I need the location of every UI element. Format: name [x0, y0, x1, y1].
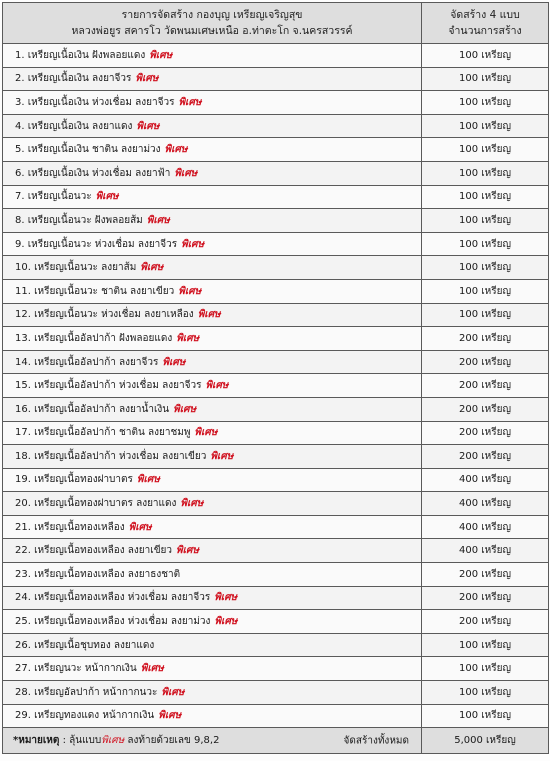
item-name-cell	[3, 67, 422, 91]
item-qty: 100 เหรียญ	[458, 73, 512, 85]
header-title-line1: รายการจัดสร้าง กองบุญ เหรียญเจริญสุข	[121, 9, 303, 21]
table-row	[3, 67, 549, 91]
item-name-cell	[3, 421, 422, 445]
special-tag: พิเศษ	[136, 474, 160, 486]
item-qty-cell	[422, 704, 549, 728]
special-tag: พิเศษ	[140, 262, 164, 274]
header-title-cell	[3, 3, 422, 44]
item-qty: 200 เหรียญ	[458, 332, 512, 344]
item-qty: 100 เหรียญ	[458, 191, 512, 203]
item-name: 12. เหรียญเนื้อนวะ ห่วงเชื่อม ลงยาเหลือง	[15, 309, 194, 321]
item-name-cell	[3, 327, 422, 351]
item-name: 14. เหรียญเนื้ออัลปาก้า ลงยาจีวร	[15, 356, 159, 368]
table-row	[3, 91, 549, 115]
item-qty: 100 เหรียญ	[458, 285, 512, 297]
item-name: 20. เหรียญเนื้อทองฝาบาตร ลงยาแดง	[15, 498, 177, 510]
item-qty: 200 เหรียญ	[458, 450, 512, 462]
item-qty-cell	[422, 138, 549, 162]
item-qty: 100 เหรียญ	[458, 167, 512, 179]
item-qty-cell	[422, 161, 549, 185]
item-name: 10. เหรียญเนื้อนวะ ลงยาส้ม	[15, 262, 137, 274]
special-tag: พิเศษ	[178, 285, 202, 297]
table-row	[3, 468, 549, 492]
item-name-cell	[3, 44, 422, 68]
header-title-line2: หลวงพ่อยูร สคารโว วัดพนมเศษเหนือ อ.ท่าตะโก จ.นครสวรรค์	[71, 25, 353, 37]
item-name-cell	[3, 539, 422, 563]
item-qty-cell	[422, 563, 549, 587]
item-qty: 200 เหรียญ	[458, 592, 512, 604]
special-tag: พิเศษ	[161, 686, 185, 698]
table-row	[3, 209, 549, 233]
item-qty: 200 เหรียญ	[458, 403, 512, 415]
table-row	[3, 374, 549, 398]
item-name: 18. เหรียญเนื้ออัลปาก้า ห่วงเชื่อม ลงยาเขียว	[15, 450, 207, 462]
item-name-cell	[3, 374, 422, 398]
item-name-cell	[3, 303, 422, 327]
special-tag: พิเศษ	[176, 332, 200, 344]
table-row	[3, 657, 549, 681]
item-qty-cell	[422, 539, 549, 563]
item-qty-cell	[422, 610, 549, 634]
item-name: 13. เหรียญเนื้ออัลปาก้า ฝังพลอยแดง	[15, 332, 173, 344]
special-tag: พิเศษ	[174, 167, 198, 179]
item-qty-cell	[422, 515, 549, 539]
item-qty: 200 เหรียญ	[458, 616, 512, 628]
item-name-cell	[3, 610, 422, 634]
item-qty-cell	[422, 91, 549, 115]
table-row	[3, 256, 549, 280]
special-tag: พิเศษ	[214, 616, 238, 628]
item-qty: 100 เหรียญ	[458, 309, 512, 321]
item-name: 1. เหรียญเนื้อเงิน ฝังพลอยแดง	[15, 49, 146, 61]
item-name: 7. เหรียญเนื้อนวะ	[15, 191, 92, 203]
item-name: 8. เหรียญเนื้อนวะ ฝังพลอยส้ม	[15, 214, 143, 226]
footer-note-cell	[3, 728, 422, 754]
item-name: 4. เหรียญเนื้อเงิน ลงยาแดง	[15, 120, 133, 132]
header-qty-line1: จัดสร้าง 4 แบบ	[450, 9, 520, 21]
table-row	[3, 185, 549, 209]
item-name: 19. เหรียญเนื้อทองฝาบาตร	[15, 474, 133, 486]
item-name-cell	[3, 114, 422, 138]
item-qty: 100 เหรียญ	[458, 214, 512, 226]
item-qty: 100 เหรียญ	[458, 262, 512, 274]
item-name-cell	[3, 256, 422, 280]
item-name-cell	[3, 515, 422, 539]
item-qty: 100 เหรียญ	[458, 49, 512, 61]
item-name-cell	[3, 586, 422, 610]
item-qty-cell	[422, 421, 549, 445]
note-label: *หมายเหตุ	[13, 735, 60, 747]
medal-list-table	[2, 2, 549, 754]
item-name-cell	[3, 91, 422, 115]
item-qty: 100 เหรียญ	[458, 639, 512, 651]
item-name-cell	[3, 445, 422, 469]
note-suffix: ลงท้ายด้วยเลข 9,8,2	[124, 735, 220, 747]
item-qty-cell	[422, 279, 549, 303]
item-qty: 200 เหรียญ	[458, 427, 512, 439]
table-row	[3, 539, 549, 563]
table-row	[3, 397, 549, 421]
item-qty: 100 เหรียญ	[458, 663, 512, 675]
item-qty-cell	[422, 303, 549, 327]
item-name-cell	[3, 492, 422, 516]
item-qty: 200 เหรียญ	[458, 380, 512, 392]
table-row	[3, 350, 549, 374]
item-name: 9. เหรียญเนื้อนวะ ห่วงเชื่อม ลงยาจีวร	[15, 238, 178, 250]
item-qty-cell	[422, 586, 549, 610]
table-row	[3, 563, 549, 587]
item-name-cell	[3, 704, 422, 728]
item-qty: 200 เหรียญ	[458, 356, 512, 368]
item-qty: 400 เหรียญ	[458, 545, 512, 557]
special-tag: พิเศษ	[181, 238, 205, 250]
item-qty: 100 เหรียญ	[458, 96, 512, 108]
item-name-cell	[3, 279, 422, 303]
item-name-cell	[3, 161, 422, 185]
item-name: 16. เหรียญเนื้ออัลปาก้า ลงยาน้ำเงิน	[15, 403, 170, 415]
item-name: 2. เหรียญเนื้อเงิน ลงยาจีวร	[15, 73, 132, 85]
item-name-cell	[3, 633, 422, 657]
item-name-cell	[3, 138, 422, 162]
item-qty-cell	[422, 67, 549, 91]
special-tag: พิเศษ	[194, 427, 218, 439]
special-tag: พิเศษ	[214, 592, 238, 604]
table-row	[3, 586, 549, 610]
special-tag: พิเศษ	[136, 120, 160, 132]
note-prefix: : ลุ้นแบบ	[59, 735, 102, 747]
special-tag: พิเศษ	[149, 49, 173, 61]
item-name-cell	[3, 232, 422, 256]
special-tag: พิเศษ	[95, 191, 119, 203]
item-name: 27. เหรียญนวะ หน้ากากเงิน	[15, 663, 137, 675]
item-qty-cell	[422, 209, 549, 233]
table-row	[3, 704, 549, 728]
item-qty-cell	[422, 657, 549, 681]
special-tag: พิเศษ	[180, 498, 204, 510]
item-qty-cell	[422, 633, 549, 657]
item-qty: 200 เหรียญ	[458, 568, 512, 580]
item-name: 26. เหรียญเนื้อชุบทอง ลงยาแดง	[15, 639, 155, 651]
item-qty-cell	[422, 468, 549, 492]
item-name: 28. เหรียญอัลปาก้า หน้ากากนวะ	[15, 686, 158, 698]
table-row	[3, 161, 549, 185]
item-name: 17. เหรียญเนื้ออัลปาก้า ชาติน ลงยาชมพู	[15, 427, 191, 439]
note-special-tag: พิเศษ	[101, 735, 125, 747]
table-body	[3, 44, 549, 728]
header-qty-line2: จำนวนการสร้าง	[448, 25, 522, 37]
item-name: 25. เหรียญเนื้อทองเหลือง ห่วงเชื่อม ลงยาม่วง	[15, 616, 211, 628]
item-qty-cell	[422, 374, 549, 398]
special-tag: พิเศษ	[146, 214, 170, 226]
item-name: 29. เหรียญทองแดง หน้ากากเงิน	[15, 710, 155, 722]
item-name: 24. เหรียญเนื้อทองเหลือง ห่วงเชื่อม ลงยาจีวร	[15, 592, 211, 604]
table-row	[3, 114, 549, 138]
item-qty: 400 เหรียญ	[458, 498, 512, 510]
total-value: 5,000 เหรียญ	[454, 735, 516, 747]
special-tag: พิเศษ	[173, 403, 197, 415]
special-tag: พิเศษ	[164, 144, 188, 156]
table-row	[3, 138, 549, 162]
table-row	[3, 515, 549, 539]
special-tag: พิเศษ	[178, 96, 202, 108]
special-tag: พิเศษ	[128, 521, 152, 533]
table-row	[3, 445, 549, 469]
item-qty: 100 เหรียญ	[458, 710, 512, 722]
item-name-cell	[3, 397, 422, 421]
item-name: 6. เหรียญเนื้อเงิน ห่วงเชื่อม ลงยาฟ้า	[15, 167, 171, 179]
special-tag: พิเศษ	[210, 450, 234, 462]
total-label: จัดสร้างทั้งหมด	[343, 735, 409, 747]
table-row	[3, 303, 549, 327]
special-tag: พิเศษ	[162, 356, 186, 368]
item-name: 15. เหรียญเนื้ออัลปาก้า ห่วงเชื่อม ลงยาจีวร	[15, 380, 202, 392]
table-row	[3, 44, 549, 68]
table-row	[3, 492, 549, 516]
item-qty-cell	[422, 681, 549, 705]
special-tag: พิเศษ	[158, 710, 182, 722]
item-qty: 100 เหรียญ	[458, 686, 512, 698]
table-row	[3, 633, 549, 657]
special-tag: พิเศษ	[176, 545, 199, 557]
item-name-cell	[3, 350, 422, 374]
item-name: 22. เหรียญเนื้อทองเหลือง ลงยาเขียว	[15, 545, 173, 557]
table-row	[3, 610, 549, 634]
item-name: 11. เหรียญเนื้อนวะ ชาติน ลงยาเขียว	[15, 285, 175, 297]
item-name-cell	[3, 468, 422, 492]
special-tag: พิเศษ	[135, 73, 159, 85]
table-row	[3, 327, 549, 351]
item-name-cell	[3, 185, 422, 209]
item-qty: 100 เหรียญ	[458, 120, 512, 132]
item-qty: 400 เหรียญ	[458, 521, 512, 533]
item-qty-cell	[422, 256, 549, 280]
table-row	[3, 421, 549, 445]
item-name-cell	[3, 681, 422, 705]
item-qty-cell	[422, 185, 549, 209]
item-qty: 100 เหรียญ	[458, 238, 512, 250]
table-row	[3, 681, 549, 705]
item-qty-cell	[422, 44, 549, 68]
item-name: 3. เหรียญเนื้อเงิน ห่วงเชื่อม ลงยาจีวร	[15, 96, 175, 108]
item-name: 21. เหรียญเนื้อทองเหลือง	[15, 521, 125, 533]
header-qty-cell	[422, 3, 549, 44]
item-qty-cell	[422, 492, 549, 516]
table-row	[3, 279, 549, 303]
item-qty-cell	[422, 350, 549, 374]
item-name-cell	[3, 657, 422, 681]
item-name-cell	[3, 209, 422, 233]
item-qty-cell	[422, 232, 549, 256]
total-value-cell	[422, 728, 549, 754]
item-name: 23. เหรียญเนื้อทองเหลือง ลงยาธงชาติ	[15, 568, 181, 580]
item-qty: 400 เหรียญ	[458, 474, 512, 486]
special-tag: พิเศษ	[205, 380, 229, 392]
table-row	[3, 232, 549, 256]
item-qty-cell	[422, 445, 549, 469]
special-tag: พิเศษ	[140, 663, 164, 675]
item-qty: 100 เหรียญ	[458, 144, 512, 156]
item-qty-cell	[422, 327, 549, 351]
item-name: 5. เหรียญเนื้อเงิน ชาติน ลงยาม่วง	[15, 144, 161, 156]
special-tag: พิเศษ	[197, 309, 221, 321]
item-name-cell	[3, 563, 422, 587]
table-footer	[3, 728, 549, 754]
item-qty-cell	[422, 114, 549, 138]
table-header	[3, 3, 549, 44]
item-qty-cell	[422, 397, 549, 421]
